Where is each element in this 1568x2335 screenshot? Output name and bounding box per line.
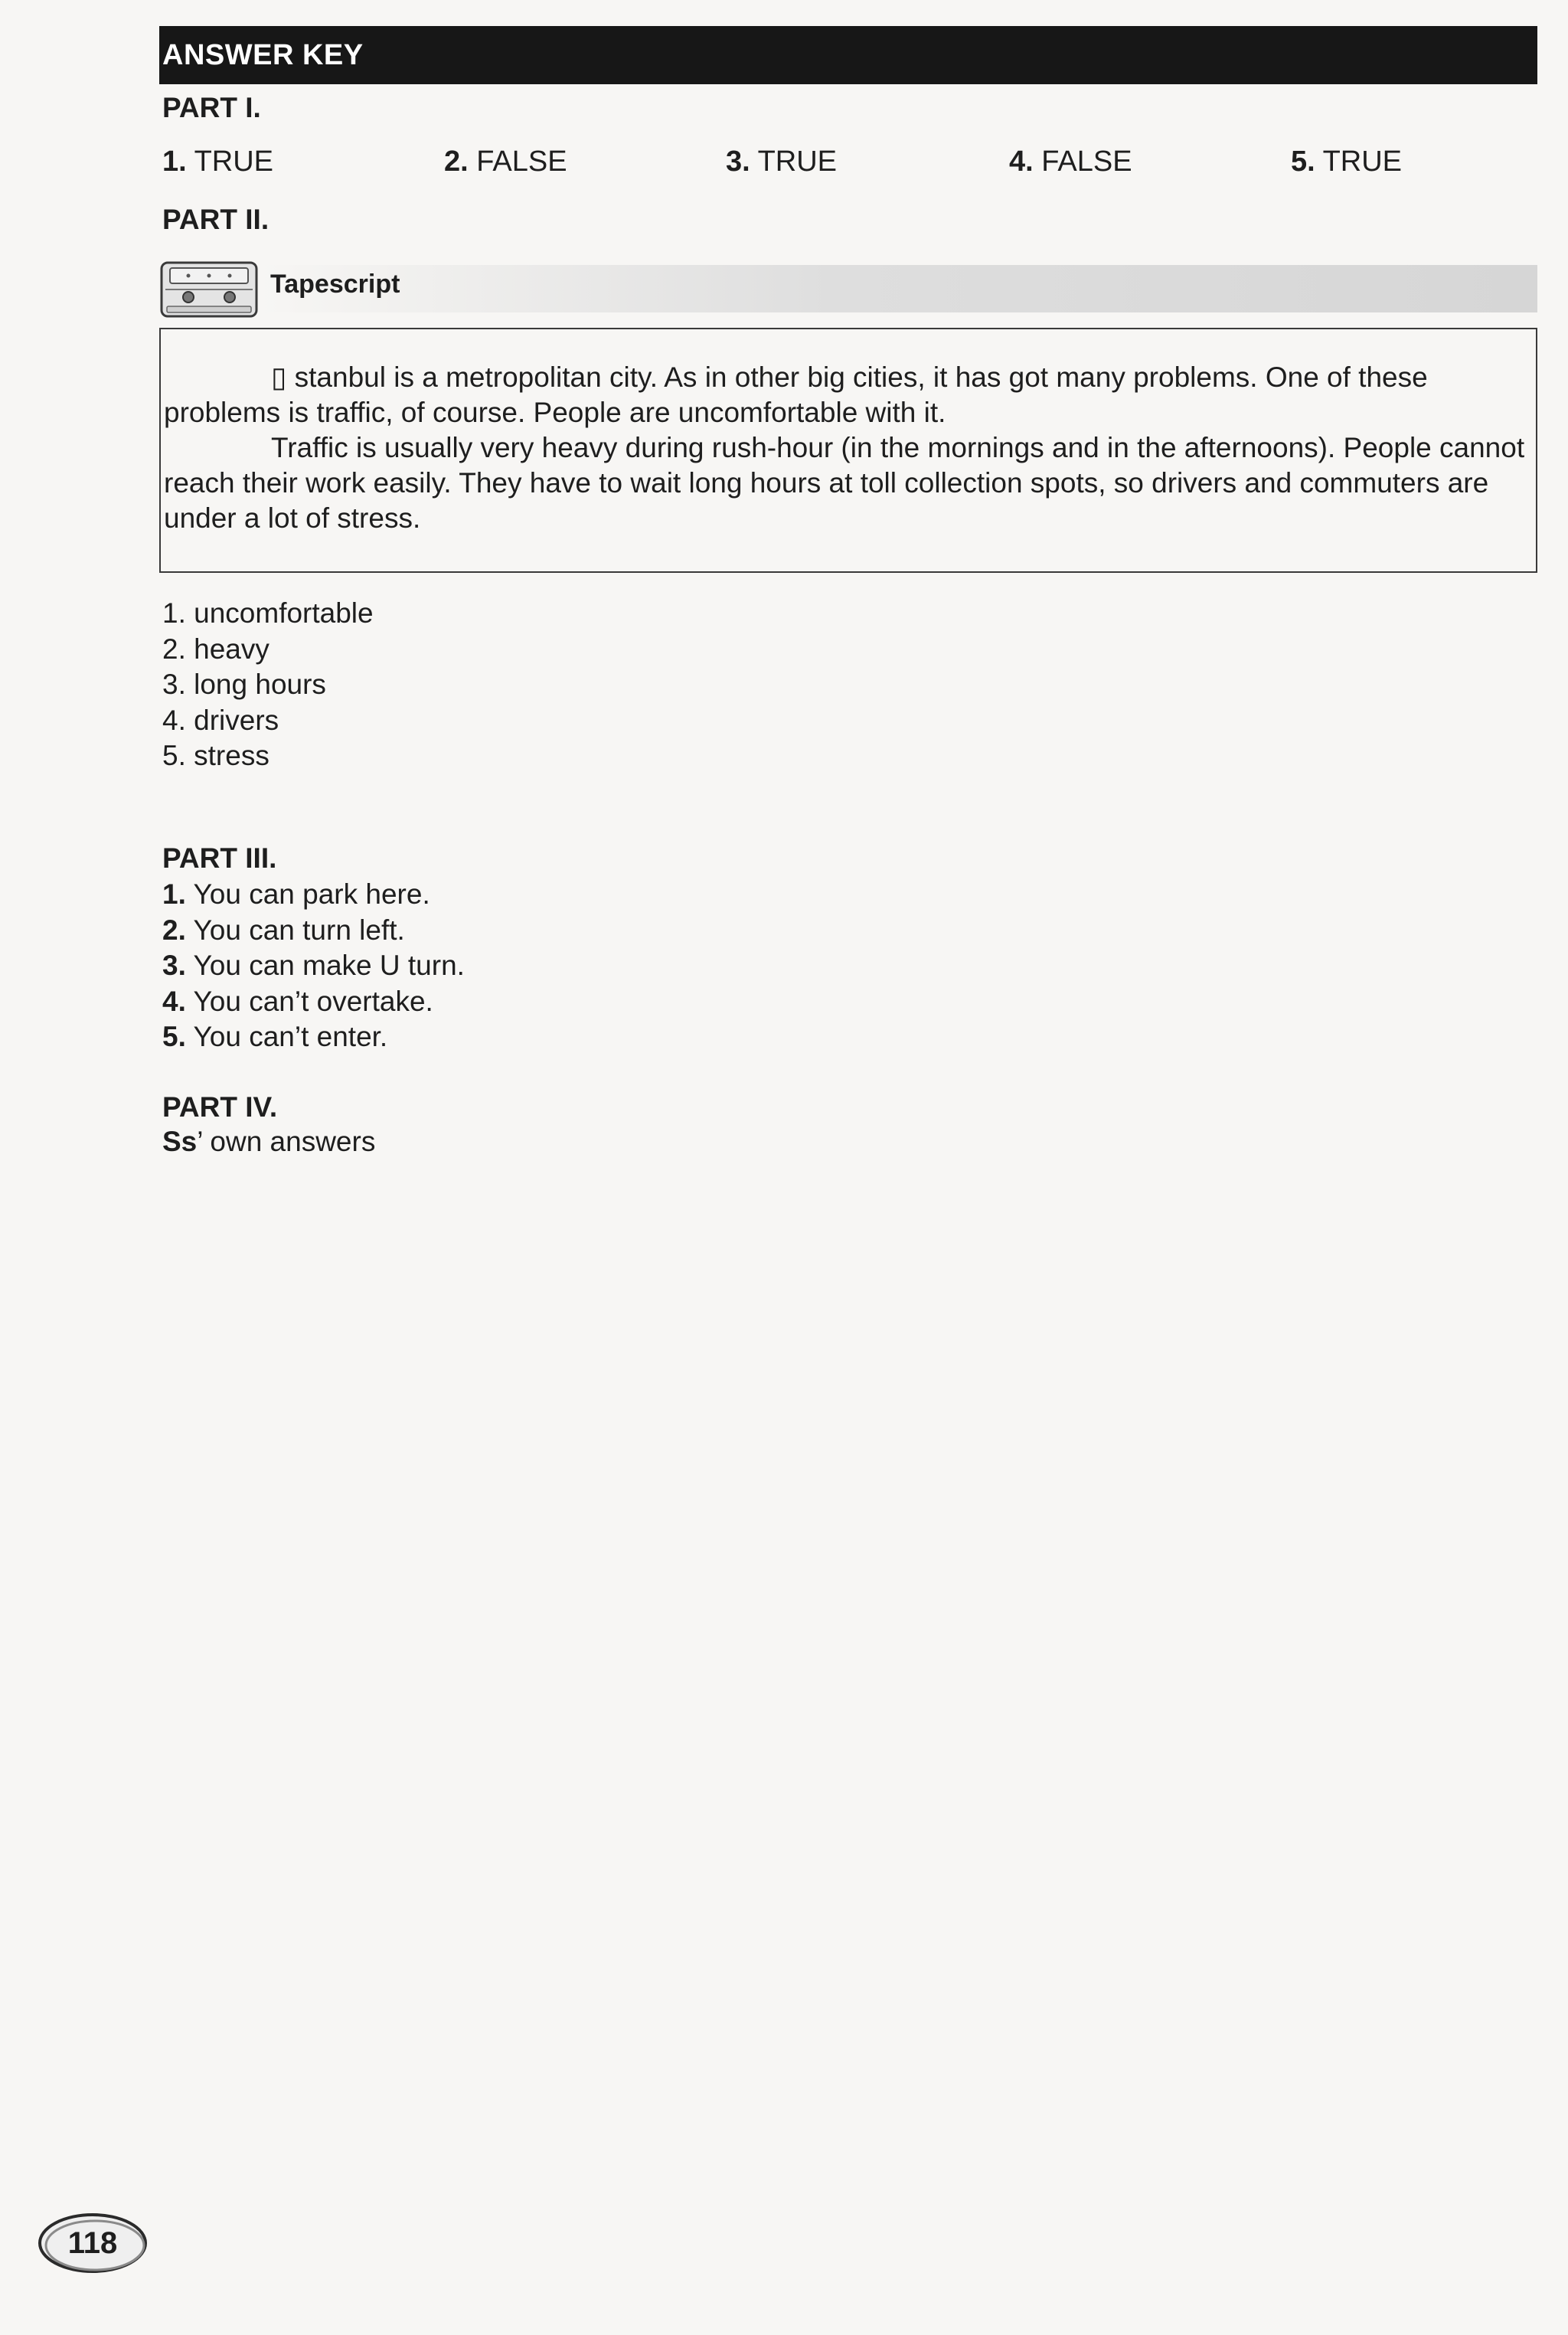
answer-number: 5. xyxy=(1291,146,1315,178)
cassette-icon xyxy=(159,260,259,319)
answer-value: TRUE xyxy=(1322,146,1403,178)
answer-key-header: ANSWER KEY xyxy=(159,26,1537,84)
part-1-answer-3 xyxy=(726,146,837,178)
answer-number: 5. xyxy=(162,1021,186,1052)
answer-text: You can turn left. xyxy=(193,914,405,946)
part-4-answer xyxy=(162,1126,375,1158)
list-item: 4. drivers xyxy=(162,704,279,736)
tapescript-box xyxy=(159,328,1537,573)
list-item xyxy=(162,913,465,949)
tapescript-paragraph-1: ▯ stanbul is a metropolitan city. As in other big cities, it has got many problems. One of these problems is traffic, of course. People are uncomfortable with it. xyxy=(164,361,1428,428)
answer-value: TRUE xyxy=(757,146,838,178)
answer-text: You can make U turn. xyxy=(193,950,465,981)
answer-value: TRUE xyxy=(194,146,274,178)
list-item xyxy=(162,877,465,913)
answer-number: 4. xyxy=(1009,146,1034,178)
list-item: 1. uncomfortable xyxy=(162,597,374,629)
answer-text: You can’t enter. xyxy=(193,1021,388,1052)
list-item: 2. heavy xyxy=(162,633,270,665)
own-answers-text: ’ own answers xyxy=(197,1126,376,1157)
answer-number: 1. xyxy=(162,146,187,178)
page-number-badge xyxy=(37,2212,149,2274)
list-item: 3. long hours xyxy=(162,669,326,700)
list-item: 5. stress xyxy=(162,740,270,771)
answer-number: 4. xyxy=(162,985,186,1017)
part-4-heading: PART IV. xyxy=(162,1091,278,1123)
part-1-answer-1 xyxy=(162,146,273,178)
answer-number: 2. xyxy=(162,914,186,946)
answer-number: 1. xyxy=(162,878,186,910)
part-1-answer-2 xyxy=(444,146,567,178)
tapescript-label: Tapescript xyxy=(270,270,400,299)
part-3-heading: PART III. xyxy=(162,842,277,874)
answer-number: 2. xyxy=(444,146,469,178)
part-1-heading: PART I. xyxy=(162,92,261,123)
answer-number: 3. xyxy=(726,146,750,178)
page-number: 118 xyxy=(67,2226,118,2260)
answer-text: You can’t overtake. xyxy=(193,985,433,1017)
students-abbrev: Ss xyxy=(162,1126,198,1157)
answer-text: You can park here. xyxy=(193,878,430,910)
list-item xyxy=(162,1019,465,1055)
part-2-heading: PART II. xyxy=(162,204,270,235)
list-item xyxy=(162,984,465,1020)
answer-number: 3. xyxy=(162,950,186,981)
list-item xyxy=(162,948,465,984)
tapescript-banner xyxy=(159,260,1537,316)
part-3-answer-list xyxy=(162,877,465,1055)
answer-value: FALSE xyxy=(1041,146,1132,178)
tapescript-paragraph-2: Traffic is usually very heavy during rush-hour (in the mornings and in the afternoons). People cannot reach their work easily. They have to wait long hours at toll collection spots, so drivers and commuters are under a lot of stress. xyxy=(164,432,1525,534)
part-1-answer-5 xyxy=(1291,146,1402,178)
part-1-answer-4 xyxy=(1009,146,1132,178)
answer-value: FALSE xyxy=(476,146,567,178)
part-2-answer-list xyxy=(162,596,374,774)
tapescript-banner-shade xyxy=(259,265,1537,312)
part-1-answers xyxy=(162,146,1533,184)
